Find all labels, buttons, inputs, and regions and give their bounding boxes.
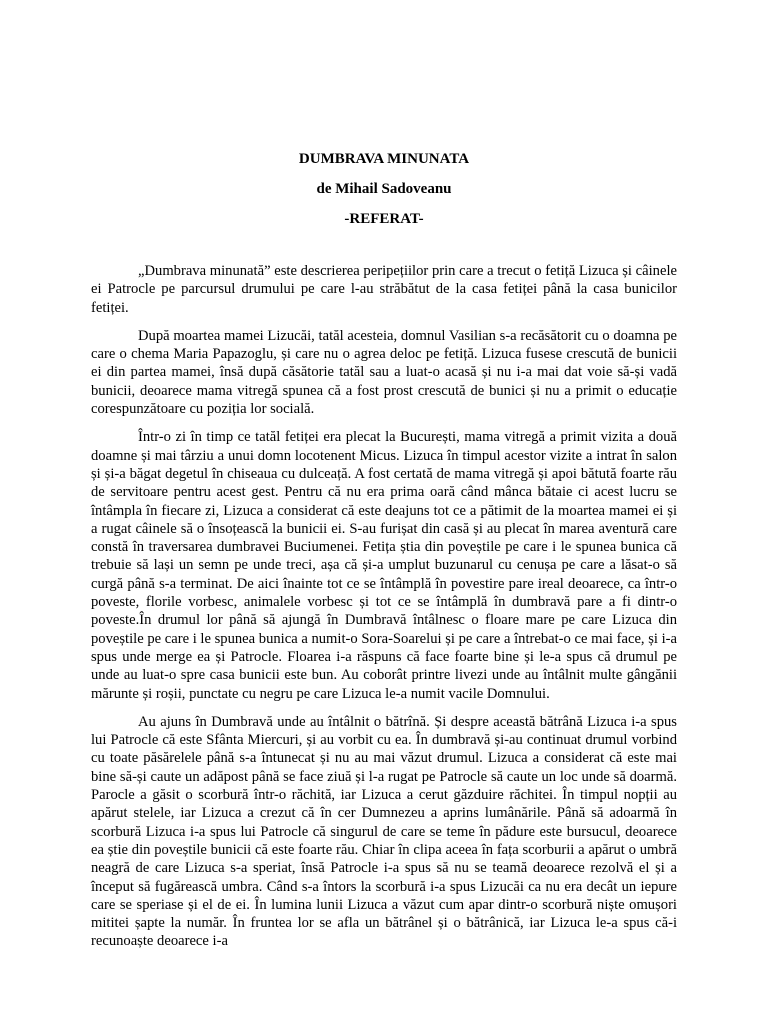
document-subtitle: -REFERAT- [344,211,424,227]
paragraph-1: „Dumbrava minunată” este descrierea peripețiilor prin care a trecut o fetiță Lizuca și câinele ei Patrocle pe parcursul drumului pe care l-au străbătut de la casa fetiței până la casa bunicilor fetiței. [91,263,677,316]
title-block [0,150,768,228]
paragraph-2: După moartea mamei Lizucăi, tatăl acesteia, domnul Vasilian s-a recăsătorit cu o doamna pe care o chema Maria Papazoglu, și care nu o agrea deloc pe fetiță. Lizuca fusese crescută de bunicii ei din partea mamei, însă după căsătorie tatăl sau a luat-o acasă și nu i-a mai dat voie să-și vadă bunicii, deoarece mama vitregă spunea că a fost prost crescută de bunici și nu a primit o educație corespunzătoare cu poziția lor socială. [91,327,677,418]
document-title: DUMBRAVA MINUNATA [298,151,470,167]
author-line: de Mihail Sadoveanu [316,181,452,197]
paragraph-3: Într-o zi în timp ce tatăl fetiței era plecat la București, mama vitregă a primit vizita a două doamne și mai târziu a unui domn locotenent Micus. Lizuca în timpul acestor vizite a intrat în salon și și-a băgat degetul în chiseaua cu dulceață. A fost certată de mama vitregă și apoi bătută foarte rău de servitoare pentru acest gest. Pentru că nu era prima oară când mânca bătaie ci acest lucru se întâmpla în fiecare zi, Lizuca a considerat că este deajuns tot ce a pătimit de la moartea mamei ei și a rugat câinele să o însoțească la bunicii ei. S-au furișat din casă și au plecat în marea aventură care constă în traversarea dumbravei Buciumenei. Fetița știa din poveștile pe care i le spunea bunica că trebuie să lași un semn pe unde treci, așa că și-a umplut buzunarul cu cenușa pe care a lăsat-o să curgă până s-a terminat. De aici înainte tot ce se întâmplă în povestire pare ireal deoarece, ca într-o poveste, florile vorbesc, animalele vorbesc și tot ce se întâmplă în dumbravă pare a fi dintr-o poveste.În drumul lor până să ajungă în Dumbravă întâlnesc o floare mare pe care Lizuca din poveștile pe care i le spunea bunica a numit-o Sora-Soarelui și pe care a întrebat-o ce mai face, și i-a spus unde merge ea și Patrocle. Floarea i-a răspuns că face foarte bine și le-a spus că drumul pe unde au luat-o spre casa bunicii este bun. Au coborât printre livezi unde au întâlnit multe gângănii mărunte și roșii, punctate cu negru pe care Lizuca le-a numit vacile Domnului. [91,429,677,702]
body-text [91,262,677,961]
paragraph-4: Au ajuns în Dumbravă unde au întâlnit o bătrînă. Și despre această bătrână Lizuca i-a spus lui Patrocle că este Sfânta Miercuri, și au vorbit cu ea. În dumbravă și-au continuat drumul vorbind cu toate păsărelele până s-a întunecat și nu au mai văzut drumul. Lizuca a considerat că este mai bine să-și caute un adăpost până se face ziuă și l-a rugat pe Patrocle să caute un loc unde să doarmă. Parocle a găsit o scorbură într-o răchită, iar Lizuca a cerut găzduire răchitei. În timpul nopții au apărut stelele, iar Lizuca a crezut că în cer Dumnezeu a aprins lumânările. Până să adoarmă în scorbură Lizuca i-a spus lui Patrocle că singurul de care se teme în pădure este bursucul, deoarece ea știe din poveștile bunicii că este foarte rău. Chiar în clipa aceea în fața scorburii a apărut o umbră neagră de care Lizuca s-a speriat, însă Patrocle i-a spus să nu se teamă deoarece rezolvă el și a început să fugărească umbra. Când s-a întors la scorbură i-a spus Lizucăi ca nu era decât un iepure care se speriase și el de ei. În lumina lunii Lizuca a văzut cum apar dintr-o scorbură niște omușori mititei șapte la număr. În fruntea lor se afla un bătrânel și o bătrânică, iar Lizuca le-a spus că-i recunoaște deoarece i-a [91,713,677,950]
